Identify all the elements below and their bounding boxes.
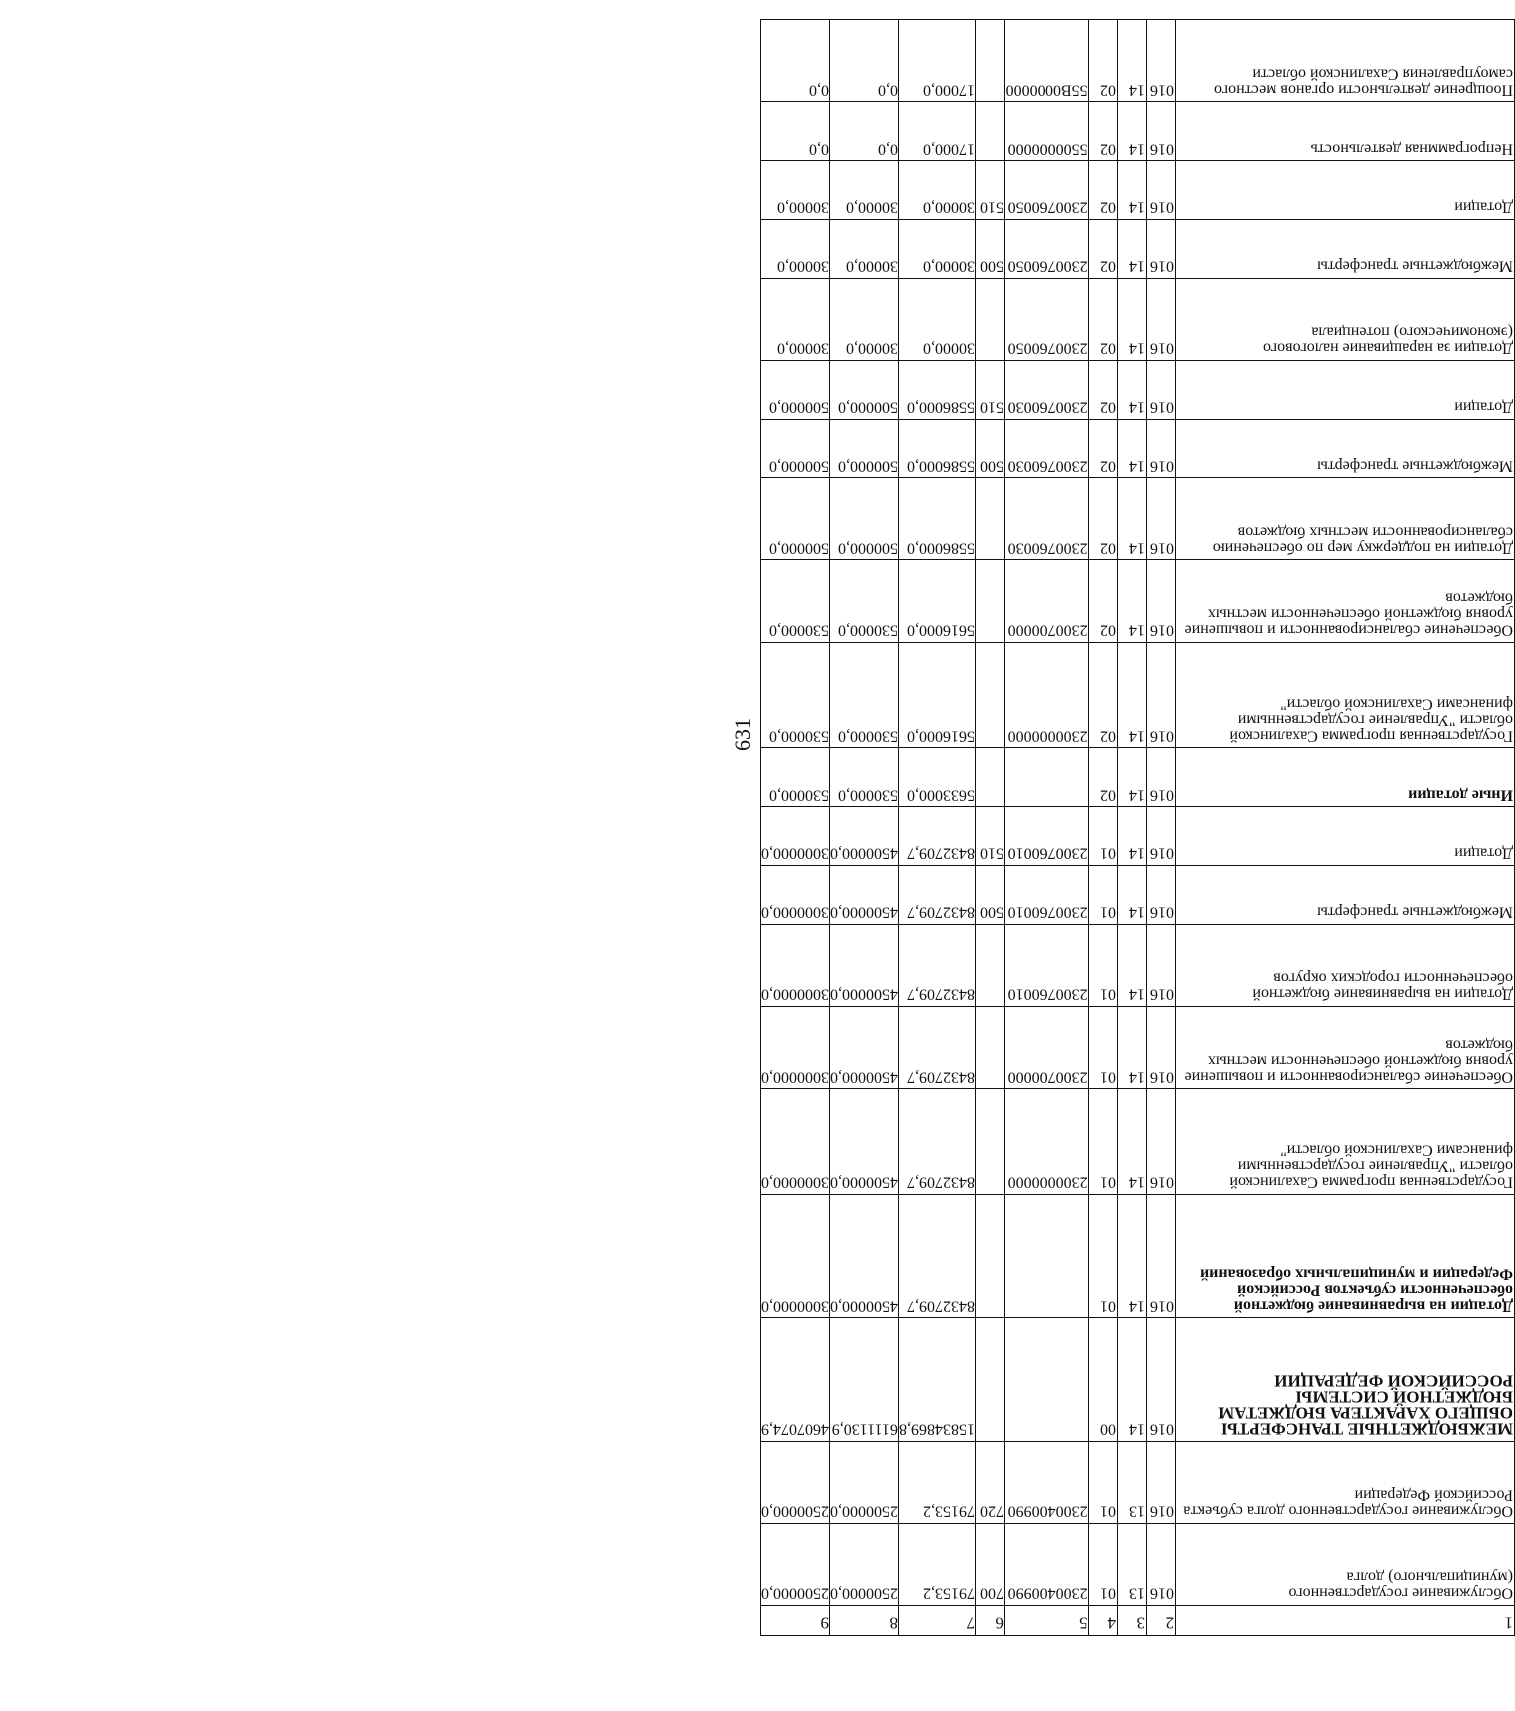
target-code-part-b: 60010 — [1007, 844, 1048, 862]
cell-c2: 016 — [1146, 278, 1175, 360]
cell-c7: 17000,0 — [899, 102, 976, 161]
target-code-part-b: 60010 — [1007, 985, 1048, 1003]
cell-c6 — [976, 478, 1005, 560]
target-code-part-b: 60010 — [1007, 903, 1048, 921]
column-header: 4 — [1088, 1606, 1117, 1636]
cell-c2: 016 — [1146, 865, 1175, 924]
cell-c9: 2500000,0 — [761, 1523, 830, 1605]
cell-c4: 02 — [1088, 278, 1117, 360]
cell-c9: 2500000,0 — [761, 1441, 830, 1523]
cell-c4: 02 — [1088, 360, 1117, 419]
cell-c8: 4500000,0 — [830, 1194, 899, 1317]
cell-c3: 14 — [1117, 1318, 1146, 1441]
cell-c4: 01 — [1088, 1006, 1117, 1088]
budget-table — [760, 19, 1515, 1636]
cell-c4: 02 — [1088, 748, 1117, 807]
page-number: 631 — [730, 718, 755, 751]
table-row-col-7 — [899, 20, 976, 1636]
cell-target-code — [1005, 642, 1089, 748]
cell-c7: 5616000,0 — [899, 642, 976, 748]
target-code-part-a: 23000 — [1047, 727, 1088, 745]
cell-c6: 510 — [976, 807, 1005, 866]
cell-c3: 14 — [1117, 1089, 1146, 1195]
column-header: 3 — [1117, 1606, 1146, 1636]
cell-c3: 14 — [1117, 360, 1146, 419]
cell-c9: 530000,0 — [761, 748, 830, 807]
cell-c3: 14 — [1117, 865, 1146, 924]
cell-c4: 02 — [1088, 219, 1117, 278]
cell-c9: 3000000,0 — [761, 807, 830, 866]
cell-c8: 30000,0 — [830, 278, 899, 360]
target-code-part-a: 23004 — [1047, 1502, 1088, 1520]
cell-c9: 3000000,0 — [761, 1006, 830, 1088]
cell-c8: 530000,0 — [830, 642, 899, 748]
cell-c9: 3000000,0 — [761, 1089, 830, 1195]
cell-target-code — [1005, 924, 1089, 1006]
target-code-part-b: 00000 — [1007, 621, 1048, 639]
cell-c8: 4500000,0 — [830, 1089, 899, 1195]
cell-c3: 14 — [1117, 924, 1146, 1006]
cell-c3: 13 — [1117, 1441, 1146, 1523]
target-code-part-b: 00000 — [1005, 81, 1045, 99]
table-row-col-3 — [1117, 20, 1146, 1636]
target-code-part-a: 23007 — [1047, 903, 1088, 921]
cell-target-code — [1005, 1441, 1089, 1523]
target-code-part-a: 23007 — [1047, 339, 1088, 357]
cell-c9: 4607074,9 — [761, 1318, 830, 1441]
cell-c4: 02 — [1088, 102, 1117, 161]
target-code-part-b: 00000 — [1007, 727, 1048, 745]
cell-target-code — [1005, 1089, 1089, 1195]
cell-c6 — [976, 20, 1005, 102]
cell-c9: 30000,0 — [761, 219, 830, 278]
cell-c6: 500 — [976, 419, 1005, 478]
cell-target-code — [1005, 102, 1089, 161]
cell-name: Дотации на выравнивание бюджетной обеспеченности субъектов Российской Федерации и муниципальных образований — [1175, 1194, 1514, 1317]
cell-c3: 14 — [1117, 807, 1146, 866]
cell-c2: 016 — [1146, 807, 1175, 866]
target-code-part-a: 23007 — [1047, 1068, 1088, 1086]
cell-c4: 01 — [1088, 807, 1117, 866]
cell-c7: 8432709,7 — [899, 865, 976, 924]
cell-name: Поощрение деятельности органов местного самоуправления Сахалинской области — [1175, 20, 1514, 102]
cell-c2: 016 — [1146, 161, 1175, 220]
cell-c3: 14 — [1117, 748, 1146, 807]
cell-c3: 14 — [1117, 419, 1146, 478]
cell-c2: 016 — [1146, 1523, 1175, 1605]
cell-c8: 4500000,0 — [830, 807, 899, 866]
cell-c2: 016 — [1146, 748, 1175, 807]
cell-c3: 14 — [1117, 219, 1146, 278]
cell-c8: 30000,0 — [830, 219, 899, 278]
cell-c6 — [976, 1194, 1005, 1317]
cell-name: Дотации за наращивание налогового (экономического) потенциала — [1175, 278, 1514, 360]
table-row-col-4 — [1088, 20, 1117, 1636]
cell-c7: 8432709,7 — [899, 1006, 976, 1088]
cell-c8: 2500000,0 — [830, 1523, 899, 1605]
cell-c2: 016 — [1146, 419, 1175, 478]
cell-c9: 530000,0 — [761, 560, 830, 642]
target-code-part-b: 00000 — [1007, 1068, 1048, 1086]
column-header: 6 — [976, 1606, 1005, 1636]
cell-c4: 02 — [1088, 642, 1117, 748]
cell-c9: 3000000,0 — [761, 865, 830, 924]
cell-c6 — [976, 642, 1005, 748]
cell-c6: 510 — [976, 360, 1005, 419]
cell-name: Дотации — [1175, 807, 1514, 866]
cell-c9: 530000,0 — [761, 642, 830, 748]
target-code-part-a: 23007 — [1047, 398, 1088, 416]
cell-c8: 500000,0 — [830, 478, 899, 560]
target-code-part-a: 23007 — [1047, 621, 1088, 639]
cell-c7: 30000,0 — [899, 161, 976, 220]
cell-c2: 016 — [1146, 560, 1175, 642]
cell-c4: 01 — [1088, 1523, 1117, 1605]
target-code-part-a: 23000 — [1047, 1173, 1088, 1191]
column-header: 2 — [1146, 1606, 1175, 1636]
target-code-part-b: 60050 — [1007, 257, 1048, 275]
cell-name: Обеспечение сбалансированности и повышение уровня бюджетной обеспеченности местных бюджетов — [1175, 560, 1514, 642]
cell-c2: 016 — [1146, 219, 1175, 278]
cell-c3: 14 — [1117, 1006, 1146, 1088]
cell-c8: 4500000,0 — [830, 865, 899, 924]
cell-c7: 5586000,0 — [899, 478, 976, 560]
cell-c9: 0,0 — [761, 20, 830, 102]
cell-c8: 2500000,0 — [830, 1441, 899, 1523]
cell-c7: 15834869,8 — [899, 1318, 976, 1441]
cell-c7: 8432709,7 — [899, 807, 976, 866]
cell-c8: 500000,0 — [830, 419, 899, 478]
table-row-col-5 — [1005, 20, 1089, 1636]
cell-target-code — [1005, 1006, 1089, 1088]
cell-c6 — [976, 1089, 1005, 1195]
cell-c7: 17000,0 — [899, 20, 976, 102]
cell-c9: 3000000,0 — [761, 1194, 830, 1317]
target-code-part-a: 23007 — [1047, 257, 1088, 275]
cell-target-code — [1005, 1523, 1089, 1605]
target-code-part-b: 60030 — [1007, 539, 1048, 557]
target-code-part-a: 23004 — [1047, 1585, 1088, 1602]
cell-c6: 700 — [976, 1523, 1005, 1605]
cell-c7: 30000,0 — [899, 219, 976, 278]
cell-name: Дотации — [1175, 360, 1514, 419]
target-code-part-b: 00990 — [1007, 1502, 1048, 1520]
cell-c2: 016 — [1146, 924, 1175, 1006]
target-code-part-a: 55000 — [1047, 140, 1088, 158]
cell-name: Непрограммная деятельность — [1175, 102, 1514, 161]
cell-c8: 0,0 — [830, 20, 899, 102]
cell-name: Межбюджетные трансферты — [1175, 865, 1514, 924]
cell-c4: 01 — [1088, 1194, 1117, 1317]
cell-c9: 30000,0 — [761, 161, 830, 220]
cell-c3: 14 — [1117, 161, 1146, 220]
table-row-col-6 — [976, 20, 1005, 1636]
cell-c4: 01 — [1088, 1441, 1117, 1523]
cell-c8: 4500000,0 — [830, 1006, 899, 1088]
cell-c4: 02 — [1088, 478, 1117, 560]
target-code-part-b: 00990 — [1007, 1585, 1048, 1602]
cell-c2: 016 — [1146, 1441, 1175, 1523]
cell-c6 — [976, 924, 1005, 1006]
cell-c2: 016 — [1146, 642, 1175, 748]
cell-target-code — [1005, 560, 1089, 642]
cell-target-code — [1005, 419, 1089, 478]
target-code-part-a: 23007 — [1047, 198, 1088, 216]
cell-target-code — [1005, 478, 1089, 560]
cell-target-code — [1005, 807, 1089, 866]
target-code-part-a: 23007 — [1047, 457, 1088, 475]
cell-name: Обеспечение сбалансированности и повышение уровня бюджетной обеспеченности местных бюджетов — [1175, 1006, 1514, 1088]
cell-c9: 500000,0 — [761, 419, 830, 478]
target-code-part-b: 00000 — [1007, 1173, 1048, 1191]
cell-c4: 02 — [1088, 161, 1117, 220]
cell-c6 — [976, 102, 1005, 161]
cell-c4: 01 — [1088, 924, 1117, 1006]
cell-name: Межбюджетные трансферты — [1175, 419, 1514, 478]
cell-target-code — [1005, 865, 1089, 924]
cell-c8: 530000,0 — [830, 748, 899, 807]
cell-c2: 016 — [1146, 102, 1175, 161]
cell-name: Дотации на выравнивание бюджетной обеспеченности городских округов — [1175, 924, 1514, 1006]
cell-c8: 0,0 — [830, 102, 899, 161]
cell-c6: 500 — [976, 219, 1005, 278]
cell-target-code — [1005, 278, 1089, 360]
cell-target-code — [1005, 748, 1089, 807]
cell-c2: 016 — [1146, 360, 1175, 419]
cell-c7: 79153,2 — [899, 1441, 976, 1523]
column-header: 7 — [899, 1606, 976, 1636]
target-code-part-b: 60050 — [1007, 198, 1048, 216]
cell-c3: 14 — [1117, 560, 1146, 642]
cell-c3: 13 — [1117, 1523, 1146, 1605]
cell-c7: 79153,2 — [899, 1523, 976, 1605]
cell-name: Обслуживание государственного (муниципального) долга — [1175, 1523, 1514, 1605]
cell-name: МЕЖБЮДЖЕТНЫЕ ТРАНСФЕРТЫ ОБЩЕГО ХАРАКТЕРА БЮДЖЕТАМ БЮДЖЕТНОЙ СИСТЕМЫ РОССИЙСКОЙ ФЕДЕРАЦИИ — [1175, 1318, 1514, 1441]
cell-c8: 530000,0 — [830, 560, 899, 642]
cell-c4: 02 — [1088, 20, 1117, 102]
cell-c7: 5586000,0 — [899, 360, 976, 419]
table-row-col-9 — [761, 20, 830, 1636]
cell-c7: 8432709,7 — [899, 924, 976, 1006]
cell-name: Государственная программа Сахалинской области "Управление государственными финансами Сахалинской области" — [1175, 1089, 1514, 1195]
cell-c8: 6111130,9 — [830, 1318, 899, 1441]
cell-c6: 510 — [976, 161, 1005, 220]
cell-c6: 720 — [976, 1441, 1005, 1523]
target-code-part-a: 23007 — [1047, 844, 1088, 862]
cell-c3: 14 — [1117, 478, 1146, 560]
table-row-col-1 — [1175, 20, 1514, 1636]
cell-c8: 4500000,0 — [830, 924, 899, 1006]
cell-name: Иные дотации — [1175, 748, 1514, 807]
column-header: 5 — [1005, 1606, 1089, 1636]
cell-c8: 30000,0 — [830, 161, 899, 220]
cell-c6 — [976, 1006, 1005, 1088]
cell-c3: 14 — [1117, 102, 1146, 161]
table-row-col-2 — [1146, 20, 1175, 1636]
cell-c6 — [976, 278, 1005, 360]
column-header: 1 — [1175, 1606, 1514, 1636]
cell-target-code — [1005, 360, 1089, 419]
cell-c8: 500000,0 — [830, 360, 899, 419]
target-code-part-b: 60030 — [1007, 457, 1048, 475]
target-code-part-a: 23007 — [1047, 985, 1088, 1003]
cell-c7: 8432709,7 — [899, 1194, 976, 1317]
cell-name: Государственная программа Сахалинской области "Управление государственными финансами Сахалинской области" — [1175, 642, 1514, 748]
cell-target-code — [1005, 219, 1089, 278]
cell-c9: 30000,0 — [761, 278, 830, 360]
cell-c3: 14 — [1117, 278, 1146, 360]
column-header: 8 — [830, 1606, 899, 1636]
cell-c7: 30000,0 — [899, 278, 976, 360]
cell-c9: 500000,0 — [761, 478, 830, 560]
cell-c9: 500000,0 — [761, 360, 830, 419]
cell-name: Дотации на поддержку мер по обеспечению сбалансированности местных бюджетов — [1175, 478, 1514, 560]
cell-c7: 5586000,0 — [899, 419, 976, 478]
target-code-part-a: 55В00 — [1045, 81, 1088, 99]
cell-c3: 14 — [1117, 642, 1146, 748]
cell-c4: 01 — [1088, 865, 1117, 924]
cell-c4: 02 — [1088, 419, 1117, 478]
cell-c2: 016 — [1146, 20, 1175, 102]
cell-c2: 016 — [1146, 1006, 1175, 1088]
cell-c9: 0,0 — [761, 102, 830, 161]
cell-c2: 016 — [1146, 1089, 1175, 1195]
cell-c3: 14 — [1117, 1194, 1146, 1317]
cell-c3: 14 — [1117, 20, 1146, 102]
cell-target-code — [1005, 20, 1089, 102]
cell-c2: 016 — [1146, 1194, 1175, 1317]
table-row-col-8 — [830, 20, 899, 1636]
cell-name: Межбюджетные трансферты — [1175, 219, 1514, 278]
cell-c4: 00 — [1088, 1318, 1117, 1441]
cell-c6: 500 — [976, 865, 1005, 924]
cell-c4: 02 — [1088, 560, 1117, 642]
cell-c2: 016 — [1146, 478, 1175, 560]
cell-target-code — [1005, 161, 1089, 220]
cell-c6 — [976, 560, 1005, 642]
column-header: 9 — [761, 1606, 830, 1636]
cell-name: Дотации — [1175, 161, 1514, 220]
cell-c6 — [976, 1318, 1005, 1441]
target-code-part-b: 60030 — [1007, 398, 1048, 416]
target-code-part-b: 00000 — [1007, 140, 1048, 158]
cell-name: Обслуживание государственного долга субъекта Российской Федерации — [1175, 1441, 1514, 1523]
cell-target-code — [1005, 1318, 1089, 1441]
cell-c4: 01 — [1088, 1089, 1117, 1195]
cell-c9: 3000000,0 — [761, 924, 830, 1006]
cell-target-code — [1005, 1194, 1089, 1317]
cell-c6 — [976, 748, 1005, 807]
target-code-part-a: 23007 — [1047, 539, 1088, 557]
target-code-part-b: 60050 — [1007, 339, 1048, 357]
cell-c2: 016 — [1146, 1318, 1175, 1441]
cell-c7: 5616000,0 — [899, 560, 976, 642]
cell-c7: 5633000,0 — [899, 748, 976, 807]
cell-c7: 8432709,7 — [899, 1089, 976, 1195]
